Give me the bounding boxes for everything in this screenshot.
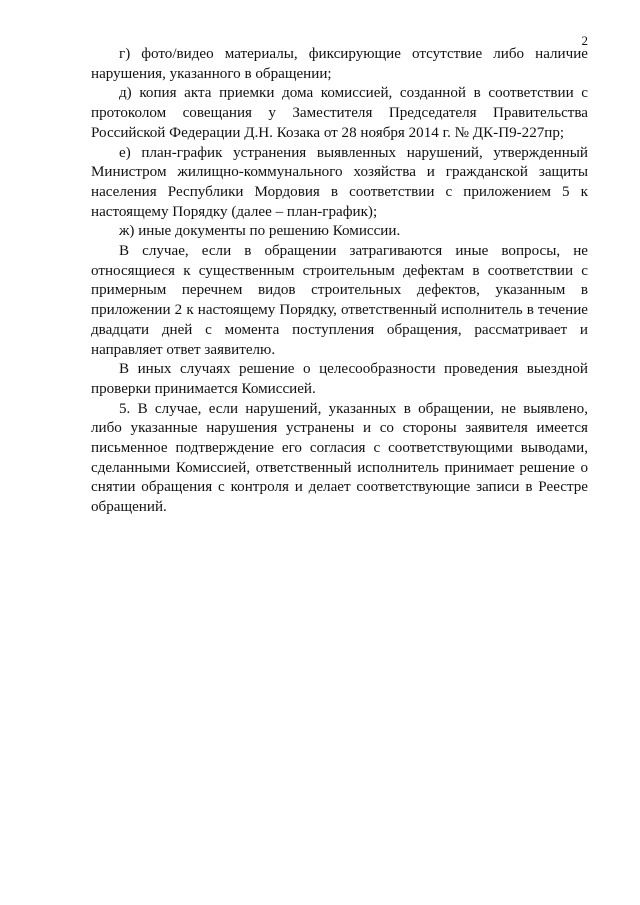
paragraph-item-e: е) план-график устранения выявленных нарушений, утвержденный Министром жилищно-коммунального хозяйства и гражданской защиты населения Республики Мордовия в соответствии с приложением 5 к настоящему Порядку (далее – план-график); <box>91 144 588 220</box>
paragraph-item-zh: ж) иные документы по решению Комиссии. <box>119 223 401 240</box>
document-body <box>91 45 588 518</box>
paragraph-item-g: г) фото/видео материалы, фиксирующие отсутствие либо наличие нарушения, указанного в обращении; <box>91 46 588 82</box>
paragraph-field-inspection: В иных случаях решение о целесообразности проведения выездной проверки принимается Комиссией. <box>91 361 588 397</box>
paragraph-section-5: 5. В случае, если нарушений, указанных в обращении, не выявлено, либо указанные нарушения устранены и со стороны заявителя имеется письменное подтверждение его согласия с соответствующими выводами, сделанными Комиссией, ответственный исполнитель принимает решение о снятии обращения с контроля и делает соответствующие записи в Реестре обращений. <box>91 400 588 516</box>
paragraph-item-d: д) копия акта приемки дома комиссией, созданной в соответствии с протоколом совещания у Заместителя Председателя Правительства Российской Федерации Д.Н. Козака от 28 ноября 2014 г. № ДК-П9-227пр; <box>91 85 588 141</box>
page-number: 2 <box>581 33 588 48</box>
paragraph-other-questions: В случае, если в обращении затрагиваются иные вопросы, не относящиеся к существенным строительным дефектам в соответствии с примерным перечнем видов строительных дефектов, указанным в приложении 2 к настоящему Порядку, ответственный исполнитель в течение двадцати дней с момента поступления обращения, рассматривает и направляет ответ заявителю. <box>91 243 588 358</box>
